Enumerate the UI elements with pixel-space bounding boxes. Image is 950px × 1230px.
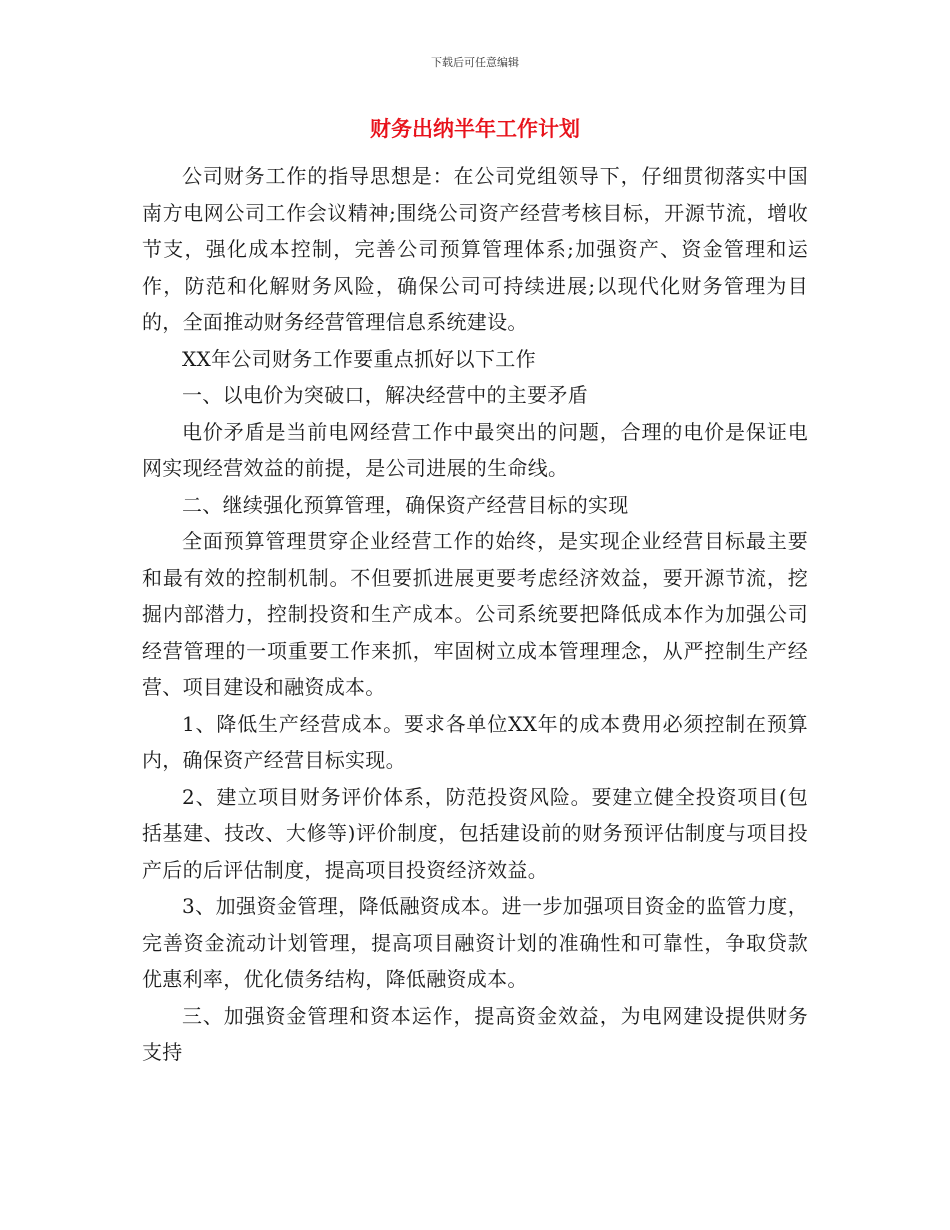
item-fund-management: 3、加强资金管理，降低融资成本。进一步加强项目资金的监管力度，完善资金流动计划管理，提高项目融资计划的准确性和可靠性，争取贷款优惠利率，优化债务结构，降低融资成本。 [142, 894, 808, 991]
section-heading-3: 三、加强资金管理和资本运作，提高资金效益，为电网建设提供财务支持 [142, 1003, 808, 1064]
document-body [142, 158, 808, 1071]
section-heading-2: 二、继续强化预算管理，确保资产经营目标的实现 [182, 492, 629, 517]
paragraph-key-tasks-intro: XX年公司财务工作要重点抓好以下工作 [182, 346, 536, 371]
paragraph-electricity-price: 电价矛盾是当前电网经营工作中最突出的问题，合理的电价是保证电网实现经营效益的前提，是公司进展的生命线。 [142, 419, 808, 480]
section-heading-1: 一、以电价为突破口，解决经营中的主要矛盾 [182, 383, 588, 407]
item-reduce-operating-cost: 1、降低生产经营成本。要求各单位XX年的成本费用必须控制在预算内，确保资产经营目标实现。 [142, 711, 808, 772]
paragraph-guiding-thought: 公司财务工作的指导思想是：在公司党组领导下，仔细贯彻落实中国南方电网公司工作会议精神;围绕公司资产经营考核目标，开源节流，增收节支，强化成本控制，完善公司预算管理体系;加强资产、资金管理和运作，防范和化解财务风险，确保公司可持续进展;以现代化财务管理为目的，全面推动财务经营管理信息系统建设。 [142, 164, 808, 334]
document-title: 财务出纳半年工作计划 [370, 117, 580, 141]
paragraph-budget-management: 全面预算管理贯穿企业经营工作的始终，是实现企业经营目标最主要和最有效的控制机制。不但要抓进展更要考虑经济效益，要开源节流，挖掘内部潜力，控制投资和生产成本。公司系统要把降低成本作为加强公司经营管理的一项重要工作来抓，牢固树立成本管理理念，从严控制生产经营、项目建设和融资成本。 [142, 529, 808, 699]
download-note: 下载后可任意编辑 [431, 56, 519, 69]
item-project-evaluation: 2、建立项目财务评价体系，防范投资风险。要建立健全投资项目(包括基建、技改、大修等)评价制度，包括建设前的财务预评估制度与项目投产后的后评估制度，提高项目投资经济效益。 [142, 784, 808, 882]
